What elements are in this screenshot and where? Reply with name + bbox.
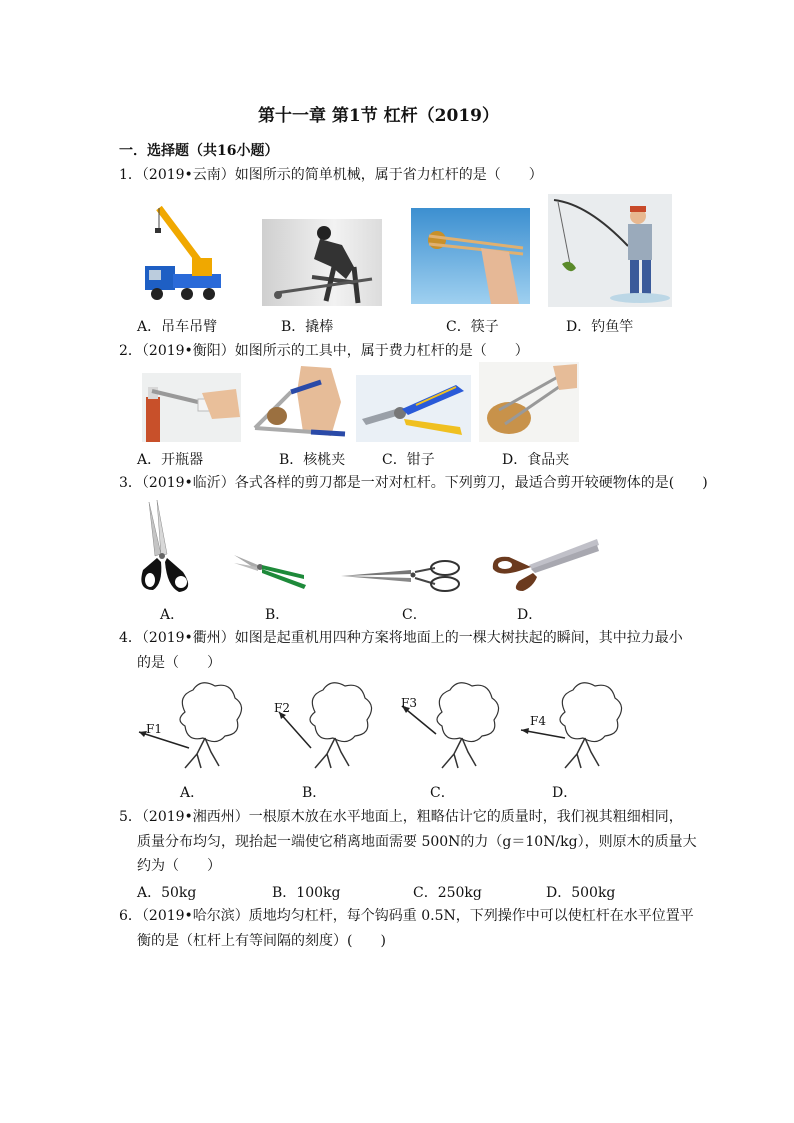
q3-option-d[interactable]: D． (517, 607, 543, 623)
chopsticks-image (411, 208, 530, 304)
section-heading: 一．选择题（共16小题） (119, 143, 279, 159)
scissors-b-image (232, 545, 308, 593)
lever-bar-image (262, 219, 382, 306)
q3-option-a[interactable]: A． (160, 607, 185, 623)
force-label-f4: F4 (530, 714, 546, 728)
tree-diagram-b (265, 682, 375, 777)
question-5-text-line3: 约为（ ） (137, 858, 221, 874)
pliers-image (356, 375, 471, 442)
fishing-rod-image (548, 194, 672, 307)
question-4-text-line2: 的是（ ） (137, 655, 221, 671)
q4-option-c[interactable]: C． (430, 785, 455, 801)
q5-option-b[interactable]: B．100kg (272, 885, 341, 901)
q4-option-d[interactable]: D． (552, 785, 578, 801)
q1-option-d[interactable]: D．钓鱼竿 (566, 319, 634, 335)
question-3-text: 3．（2019•临沂）各式各样的剪刀都是一对对杠杆。下列剪刀，最适合剪开较硬物体的是( ) (119, 475, 708, 491)
question-4-text-line1: 4．（2019•衢州）如图是起重机用四种方案将地面上的一棵大树扶起的瞬间，其中拉力最小 (119, 630, 683, 646)
q5-option-a[interactable]: A．50kg (137, 885, 197, 901)
scissors-a-image (135, 500, 195, 595)
crane-image (137, 200, 227, 306)
question-2-text: 2．（2019•衡阳）如图所示的工具中，属于费力杠杆的是（ ） (119, 343, 529, 359)
q2-option-b[interactable]: B．核桃夹 (279, 452, 346, 468)
q2-option-c[interactable]: C．钳子 (382, 452, 435, 468)
question-5-text-line1: 5．（2019•湘西州）一根原木放在水平地面上，粗略估计它的质量时，我们视其粗细相同， (119, 809, 683, 825)
scissors-d-image (489, 537, 601, 592)
force-label-f2: F2 (274, 701, 290, 715)
q4-option-b[interactable]: B． (302, 785, 327, 801)
food-tongs-image (479, 362, 579, 442)
question-1-text: 1．（2019•云南）如图所示的简单机械，属于省力杠杆的是（ ） (119, 167, 543, 183)
q3-option-c[interactable]: C． (402, 607, 427, 623)
question-6-text-line2: 衡的是（杠杆上有等间隔的刻度）( ) (137, 933, 386, 949)
force-label-f3: F3 (401, 696, 417, 710)
bottle-opener-image (142, 373, 241, 442)
q3-option-b[interactable]: B． (265, 607, 290, 623)
q1-option-c[interactable]: C．筷子 (446, 319, 499, 335)
page-title: 第十一章 第1节 杠杆（2019） (258, 106, 499, 126)
scissors-c-image (339, 558, 463, 594)
q5-option-d[interactable]: D．500kg (546, 885, 616, 901)
question-6-text-line1: 6．（2019•哈尔滨）质地均匀杠杆，每个钩码重 0.5N，下列操作中可以使杠杆在水平位置平 (119, 908, 694, 924)
q5-option-c[interactable]: C．250kg (413, 885, 482, 901)
question-5-text-line2: 质量分布均匀，现抬起一端使它稍离地面需要 500N的力（g＝10N/kg），则原木的质量大 (137, 834, 697, 850)
q1-option-a[interactable]: A．吊车吊臂 (137, 319, 218, 335)
force-label-f1: F1 (146, 722, 162, 736)
q4-option-a[interactable]: A． (180, 785, 205, 801)
q2-option-a[interactable]: A．开瓶器 (137, 452, 204, 468)
nutcracker-image (251, 362, 349, 442)
q2-option-d[interactable]: D．食品夹 (502, 452, 570, 468)
q1-option-b[interactable]: B．撬棒 (281, 319, 334, 335)
